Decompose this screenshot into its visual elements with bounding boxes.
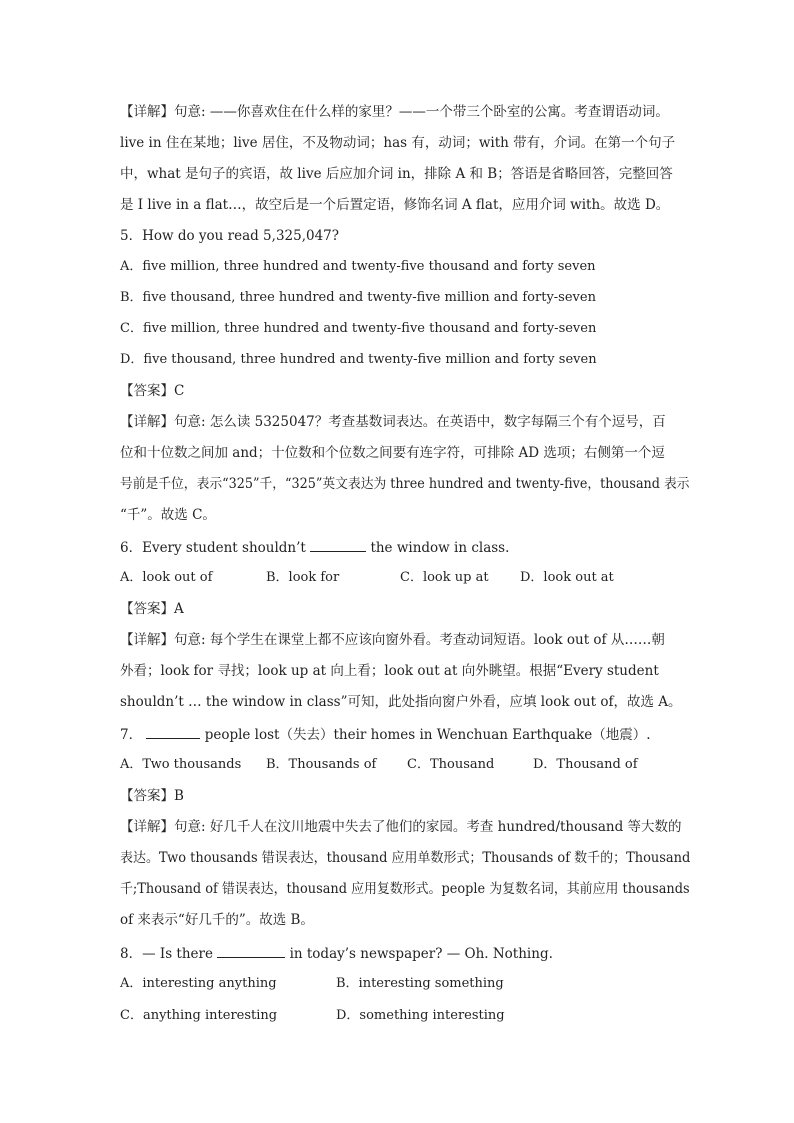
q6-text-before-blank: 6．Every student shouldn’t xyxy=(120,540,306,556)
q6-answer: 【答案】A xyxy=(120,601,184,617)
q8-option-b: B．interesting something xyxy=(336,976,504,991)
q6-text-after-blank: the window in class. xyxy=(370,540,510,556)
q7-option-b: B．Thousands of xyxy=(266,757,377,772)
q5-option-d: D．five thousand, three hundred and twenty-five million and forty seven xyxy=(120,352,597,367)
q7-option-d: D．Thousand of xyxy=(533,757,638,772)
q6-answer-blank xyxy=(310,537,366,552)
explanation-q4-line-2: live in 住在某地；live 居住，不及物动词；has 有，动词；with 带有，介词。在第一个句子 xyxy=(120,135,676,151)
question-5: 5．How do you read 5,325,047? xyxy=(120,228,340,244)
question-7 xyxy=(120,724,651,744)
explanation-q4-line-4: 是 I live in a flat…，故空后是一个后置定语，修饰名词 A flat，应用介词 with。故选 D。 xyxy=(120,197,670,213)
q8-answer-blank xyxy=(217,943,285,958)
explanation-q6-line-3: shouldn’t … the window in class”可知，此处指向窗户外看，应填 look out of，故选 A。 xyxy=(120,694,682,710)
explanation-q5-line-2: 位和十位数之间加 and；十位数和个位数之间要有连字符，可排除 AD 选项；右侧第一个逗 xyxy=(120,445,665,461)
explanation-q5-line-4: “千”。故选 C。 xyxy=(120,507,216,523)
q6-option-b: B．look for xyxy=(266,570,340,585)
q7-option-a: A．Two thousands xyxy=(120,757,242,772)
q8-option-a: A．interesting anything xyxy=(120,976,277,991)
explanation-q7-line-4: of 来表示“好几千的”。故选 B。 xyxy=(120,912,314,928)
q7-number: 7． xyxy=(120,727,143,743)
question-6 xyxy=(120,537,509,557)
explanation-q4-line-3: 中，what 是句子的宾语，故 live 后应加介词 in，排除 A 和 B；答语是省略回答，完整回答 xyxy=(120,166,673,182)
explanation-q7-line-2: 表达。Two thousands 错误表达，thousand 应用单数形式；Thousands of 数千的；Thousand xyxy=(120,850,691,866)
explanation-q4-line-1: 【详解】句意: ——你喜欢住在什么样的家里？——一个带三个卧室的公寓。考查谓语动词。 xyxy=(120,104,669,120)
q7-answer-blank xyxy=(146,724,200,739)
q7-answer: 【答案】B xyxy=(120,788,184,804)
q8-option-d: D．something interesting xyxy=(336,1008,505,1023)
explanation-q7-line-1: 【详解】句意: 好几千人在汶川地震中失去了他们的家园。考查 hundred/thousand 等大数的 xyxy=(120,819,682,835)
q6-option-c: C．look up at xyxy=(400,570,489,585)
q6-option-a: A．look out of xyxy=(120,570,213,585)
q8-text-after-blank: in today’s newspaper? — Oh. Nothing. xyxy=(289,946,553,962)
q5-option-b: B．five thousand, three hundred and twenty-five million and forty-seven xyxy=(120,290,596,305)
q5-option-c: C．five million, three hundred and twenty-five thousand and forty-seven xyxy=(120,321,597,336)
question-8 xyxy=(120,943,553,963)
q8-text-before-blank: 8．— Is there xyxy=(120,946,213,962)
q5-answer: 【答案】C xyxy=(120,383,185,399)
explanation-q5-line-1: 【详解】句意: 怎么读 5325047？考查基数词表达。在英语中，数字每隔三个有个逗号，百 xyxy=(120,414,666,430)
explanation-q7-line-3: 千;Thousand of 错误表达，thousand 应用复数形式。people 为复数名词，其前应用 thousands xyxy=(120,881,690,897)
explanation-q6-line-2: 外看；look for 寻找；look up at 向上看；look out at 向外眺望。根据“Every student xyxy=(120,663,659,679)
q7-option-c: C．Thousand xyxy=(407,757,495,772)
explanation-q6-line-1: 【详解】句意: 每个学生在课堂上都不应该向窗外看。考查动词短语。look out of 从……朝 xyxy=(120,632,665,648)
q8-option-c: C．anything interesting xyxy=(120,1008,278,1023)
q6-option-d: D．look out at xyxy=(520,570,614,585)
explanation-q5-line-3: 号前是千位，表示“325”千，“325”英文表达为 three hundred and twenty-five，thousand 表示 xyxy=(120,476,690,492)
q7-text-after-blank: people lost（失去）their homes in Wenchuan Earthquake（地震）. xyxy=(204,727,651,743)
q5-option-a: A．five million, three hundred and twenty-five thousand and forty seven xyxy=(120,259,596,274)
